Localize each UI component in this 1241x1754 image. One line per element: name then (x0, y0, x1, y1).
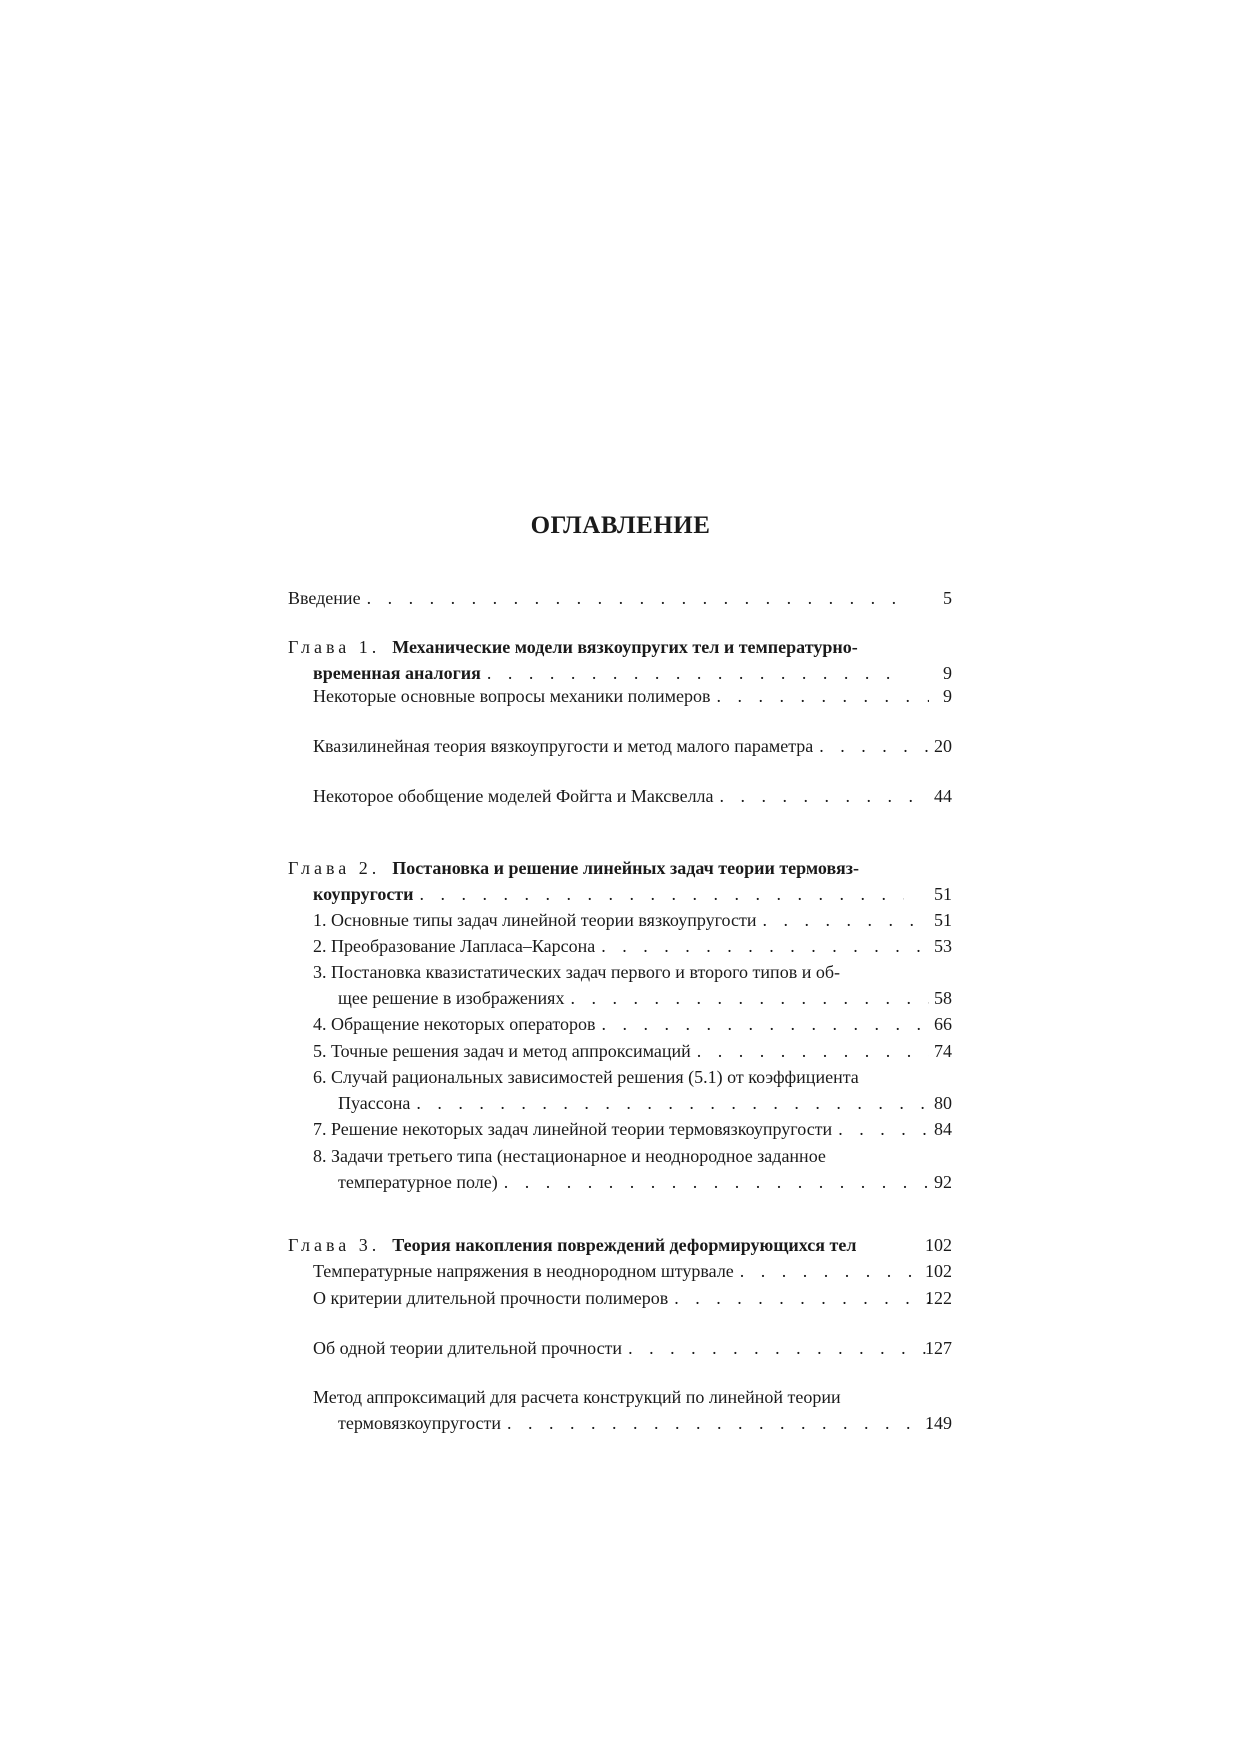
toc-entry-text-cont: термовязкоупругости (338, 1413, 502, 1433)
chapter-label: Глава 2. (288, 858, 381, 878)
page-number: 80 (934, 1093, 952, 1113)
leader-dots (674, 1285, 929, 1311)
page-number: 53 (934, 936, 952, 956)
toc-entry-text: Некоторые основные вопросы механики полимеров (313, 686, 711, 706)
leader-dots (697, 1038, 929, 1064)
toc-entry-text: 6. Случай рациональных зависимостей решения (5.1) от коэффициента (313, 1067, 859, 1087)
leader-dots (762, 907, 929, 933)
leader-dots (420, 881, 904, 907)
toc-section[interactable] (288, 1258, 952, 1284)
page-number: 66 (934, 1014, 952, 1034)
toc-section[interactable] (288, 1285, 952, 1311)
toc-entry-text: 3. Постановка квазистатических задач первого и второго типов и об- (313, 962, 840, 982)
chapter-title-line1: Постановка и решение линейных задач теории термовяз- (392, 858, 859, 878)
page-number: 84 (934, 1119, 952, 1139)
page-number: 58 (934, 988, 952, 1008)
page-number: 9 (943, 663, 952, 683)
toc-entry-text: Метод аппроксимаций для расчета конструкций по линейной теории (313, 1387, 841, 1407)
leader-dots (367, 585, 904, 611)
toc-section[interactable] (288, 733, 952, 759)
toc-chapter-1[interactable] (288, 634, 952, 686)
chapter-title-line2: коупругости (313, 884, 414, 904)
toc-section[interactable] (288, 1011, 952, 1037)
toc-entry-text: Введение (288, 588, 361, 608)
toc-section[interactable] (288, 933, 952, 959)
page-number: 92 (934, 1172, 952, 1192)
toc-entry-text: 7. Решение некоторых задач линейной теории термовязкоупругости (313, 1119, 833, 1139)
leader-dots (570, 985, 929, 1011)
page-number: 44 (934, 786, 952, 806)
toc-entry-text: 5. Точные решения задач и метод аппроксимаций (313, 1041, 691, 1061)
toc-entry-text: О критерии длительной прочности полимеров (313, 1288, 669, 1308)
toc-entry-text-cont: щее решение в изображениях (338, 988, 565, 1008)
toc-section[interactable] (288, 907, 952, 933)
page-number: 51 (934, 884, 952, 904)
leader-dots (507, 1410, 929, 1436)
leader-dots (504, 1169, 929, 1195)
toc-entry-text: Об одной теории длительной прочности (313, 1338, 623, 1358)
page-number: 51 (934, 910, 952, 930)
toc-section[interactable] (288, 1064, 952, 1116)
toc-entry-text-cont: Пуассона (338, 1093, 411, 1113)
chapter-label: Глава 1. (288, 637, 381, 657)
leader-dots (717, 683, 929, 709)
toc-section[interactable] (288, 1038, 952, 1064)
chapter-title-line1: Механические модели вязкоупругих тел и температурно- (392, 637, 858, 657)
toc-section[interactable] (288, 959, 952, 1011)
leader-dots (628, 1335, 929, 1361)
leader-dots (601, 1011, 929, 1037)
page-number: 9 (943, 686, 952, 706)
page-number: 149 (925, 1413, 952, 1433)
page-number: 102 (925, 1235, 952, 1255)
toc-entry-text: Температурные напряжения в неоднородном штурвале (313, 1261, 734, 1281)
toc-entry-text: 1. Основные типы задач линейной теории вязкоупругости (313, 910, 757, 930)
toc-entry-text: 2. Преобразование Лапласа–Карсона (313, 936, 596, 956)
toc-section[interactable] (288, 1384, 952, 1436)
toc-chapter-2[interactable] (288, 855, 952, 907)
page-number: 127 (925, 1338, 952, 1358)
leader-dots (740, 1258, 929, 1284)
toc-entry-text: Некоторое обобщение моделей Фойгта и Максвелла (313, 786, 714, 806)
toc-entry-intro[interactable] (288, 585, 952, 611)
toc-title: ОГЛАВЛЕНИЕ (530, 512, 711, 539)
page-number: 74 (934, 1041, 952, 1061)
chapter-title-line1: Теория накопления повреждений деформирующихся тел (392, 1235, 857, 1255)
toc-section[interactable] (288, 1116, 952, 1142)
toc-entry-text: 8. Задачи третьего типа (нестационарное и неоднородное заданное (313, 1146, 826, 1166)
page-number: 20 (934, 736, 952, 756)
page-number: 102 (925, 1261, 952, 1281)
toc-section[interactable] (288, 783, 952, 809)
chapter-title-line2: временная аналогия (313, 663, 481, 683)
toc-section[interactable] (288, 1143, 952, 1195)
toc-entry-text: 4. Обращение некоторых операторов (313, 1014, 596, 1034)
toc-entry-text-cont: температурное поле) (338, 1172, 498, 1192)
leader-dots (720, 783, 929, 809)
chapter-label: Глава 3. (288, 1235, 381, 1255)
page-number: 5 (943, 588, 952, 608)
toc-chapter-3[interactable] (288, 1232, 952, 1258)
leader-dots (601, 933, 929, 959)
toc-entry-text: Квазилинейная теория вязкоупругости и метод малого параметра (313, 736, 814, 756)
toc-section[interactable] (288, 1335, 952, 1361)
leader-dots (416, 1090, 929, 1116)
toc-section[interactable] (288, 683, 952, 709)
page-number: 122 (925, 1288, 952, 1308)
